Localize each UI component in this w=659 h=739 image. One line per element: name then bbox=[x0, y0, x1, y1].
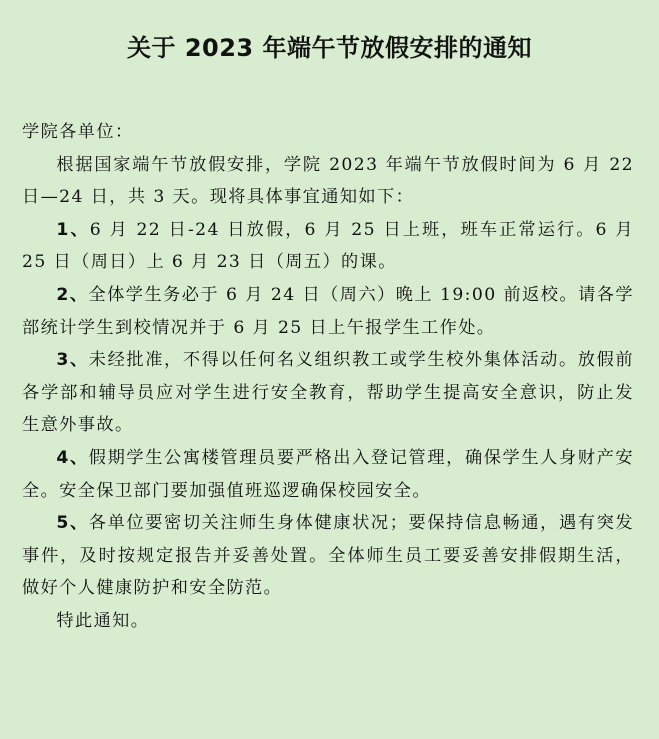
item-text-5: 各单位要密切关注师生身体健康状况；要保持信息畅通，遇有突发事件，及时按规定报告并妥善处置。全体师生员工要妥善安排假期生活，做好个人健康防护和安全防范。 bbox=[22, 513, 634, 599]
closing-paragraph: 特此通知。 bbox=[56, 610, 150, 631]
item-number-3: 3、 bbox=[56, 350, 89, 371]
intro-paragraph: 根据国家端午节放假安排，学院 2023 年端午节放假时间为 6 月 22 日—24 日，共 3 天。现将具体事宜通知如下： bbox=[22, 154, 634, 208]
item-text-3: 未经批准，不得以任何名义组织教工或学生校外集体活动。放假前各学部和辅导员应对学生进行安全教育，帮助学生提高安全意识，防止发生意外事故。 bbox=[22, 350, 634, 436]
item-number-2: 2、 bbox=[56, 284, 89, 305]
notice-body bbox=[22, 116, 634, 638]
item-number-4: 4、 bbox=[56, 447, 89, 468]
notice-title: 关于 2023 年端午节放假安排的通知 bbox=[126, 34, 532, 62]
item-number-1: 1、 bbox=[56, 219, 90, 240]
item-text-2: 全体学生务必于 6 月 24 日（周六）晚上 19:00 前返校。请各学部统计学生到校情况并于 6 月 25 日上午报学生工作处。 bbox=[22, 284, 634, 338]
item-paragraph-3 bbox=[22, 344, 634, 442]
item-text-4: 假期学生公寓楼管理员要严格出入登记管理，确保学生人身财产安全。安全保卫部门要加强值班巡逻确保校园安全。 bbox=[22, 447, 634, 501]
item-paragraph-5 bbox=[22, 507, 634, 605]
item-paragraph-4 bbox=[22, 442, 634, 507]
salutation: 学院各单位： bbox=[22, 122, 134, 142]
item-paragraph-2 bbox=[22, 279, 634, 344]
item-text-1: 6 月 22 日-24 日放假，6 月 25 日上班，班车正常运行。6 月 25 日（周日）上 6 月 23 日（周五）的课。 bbox=[22, 219, 635, 273]
item-paragraph-1 bbox=[22, 214, 634, 279]
item-number-5: 5、 bbox=[56, 513, 89, 534]
